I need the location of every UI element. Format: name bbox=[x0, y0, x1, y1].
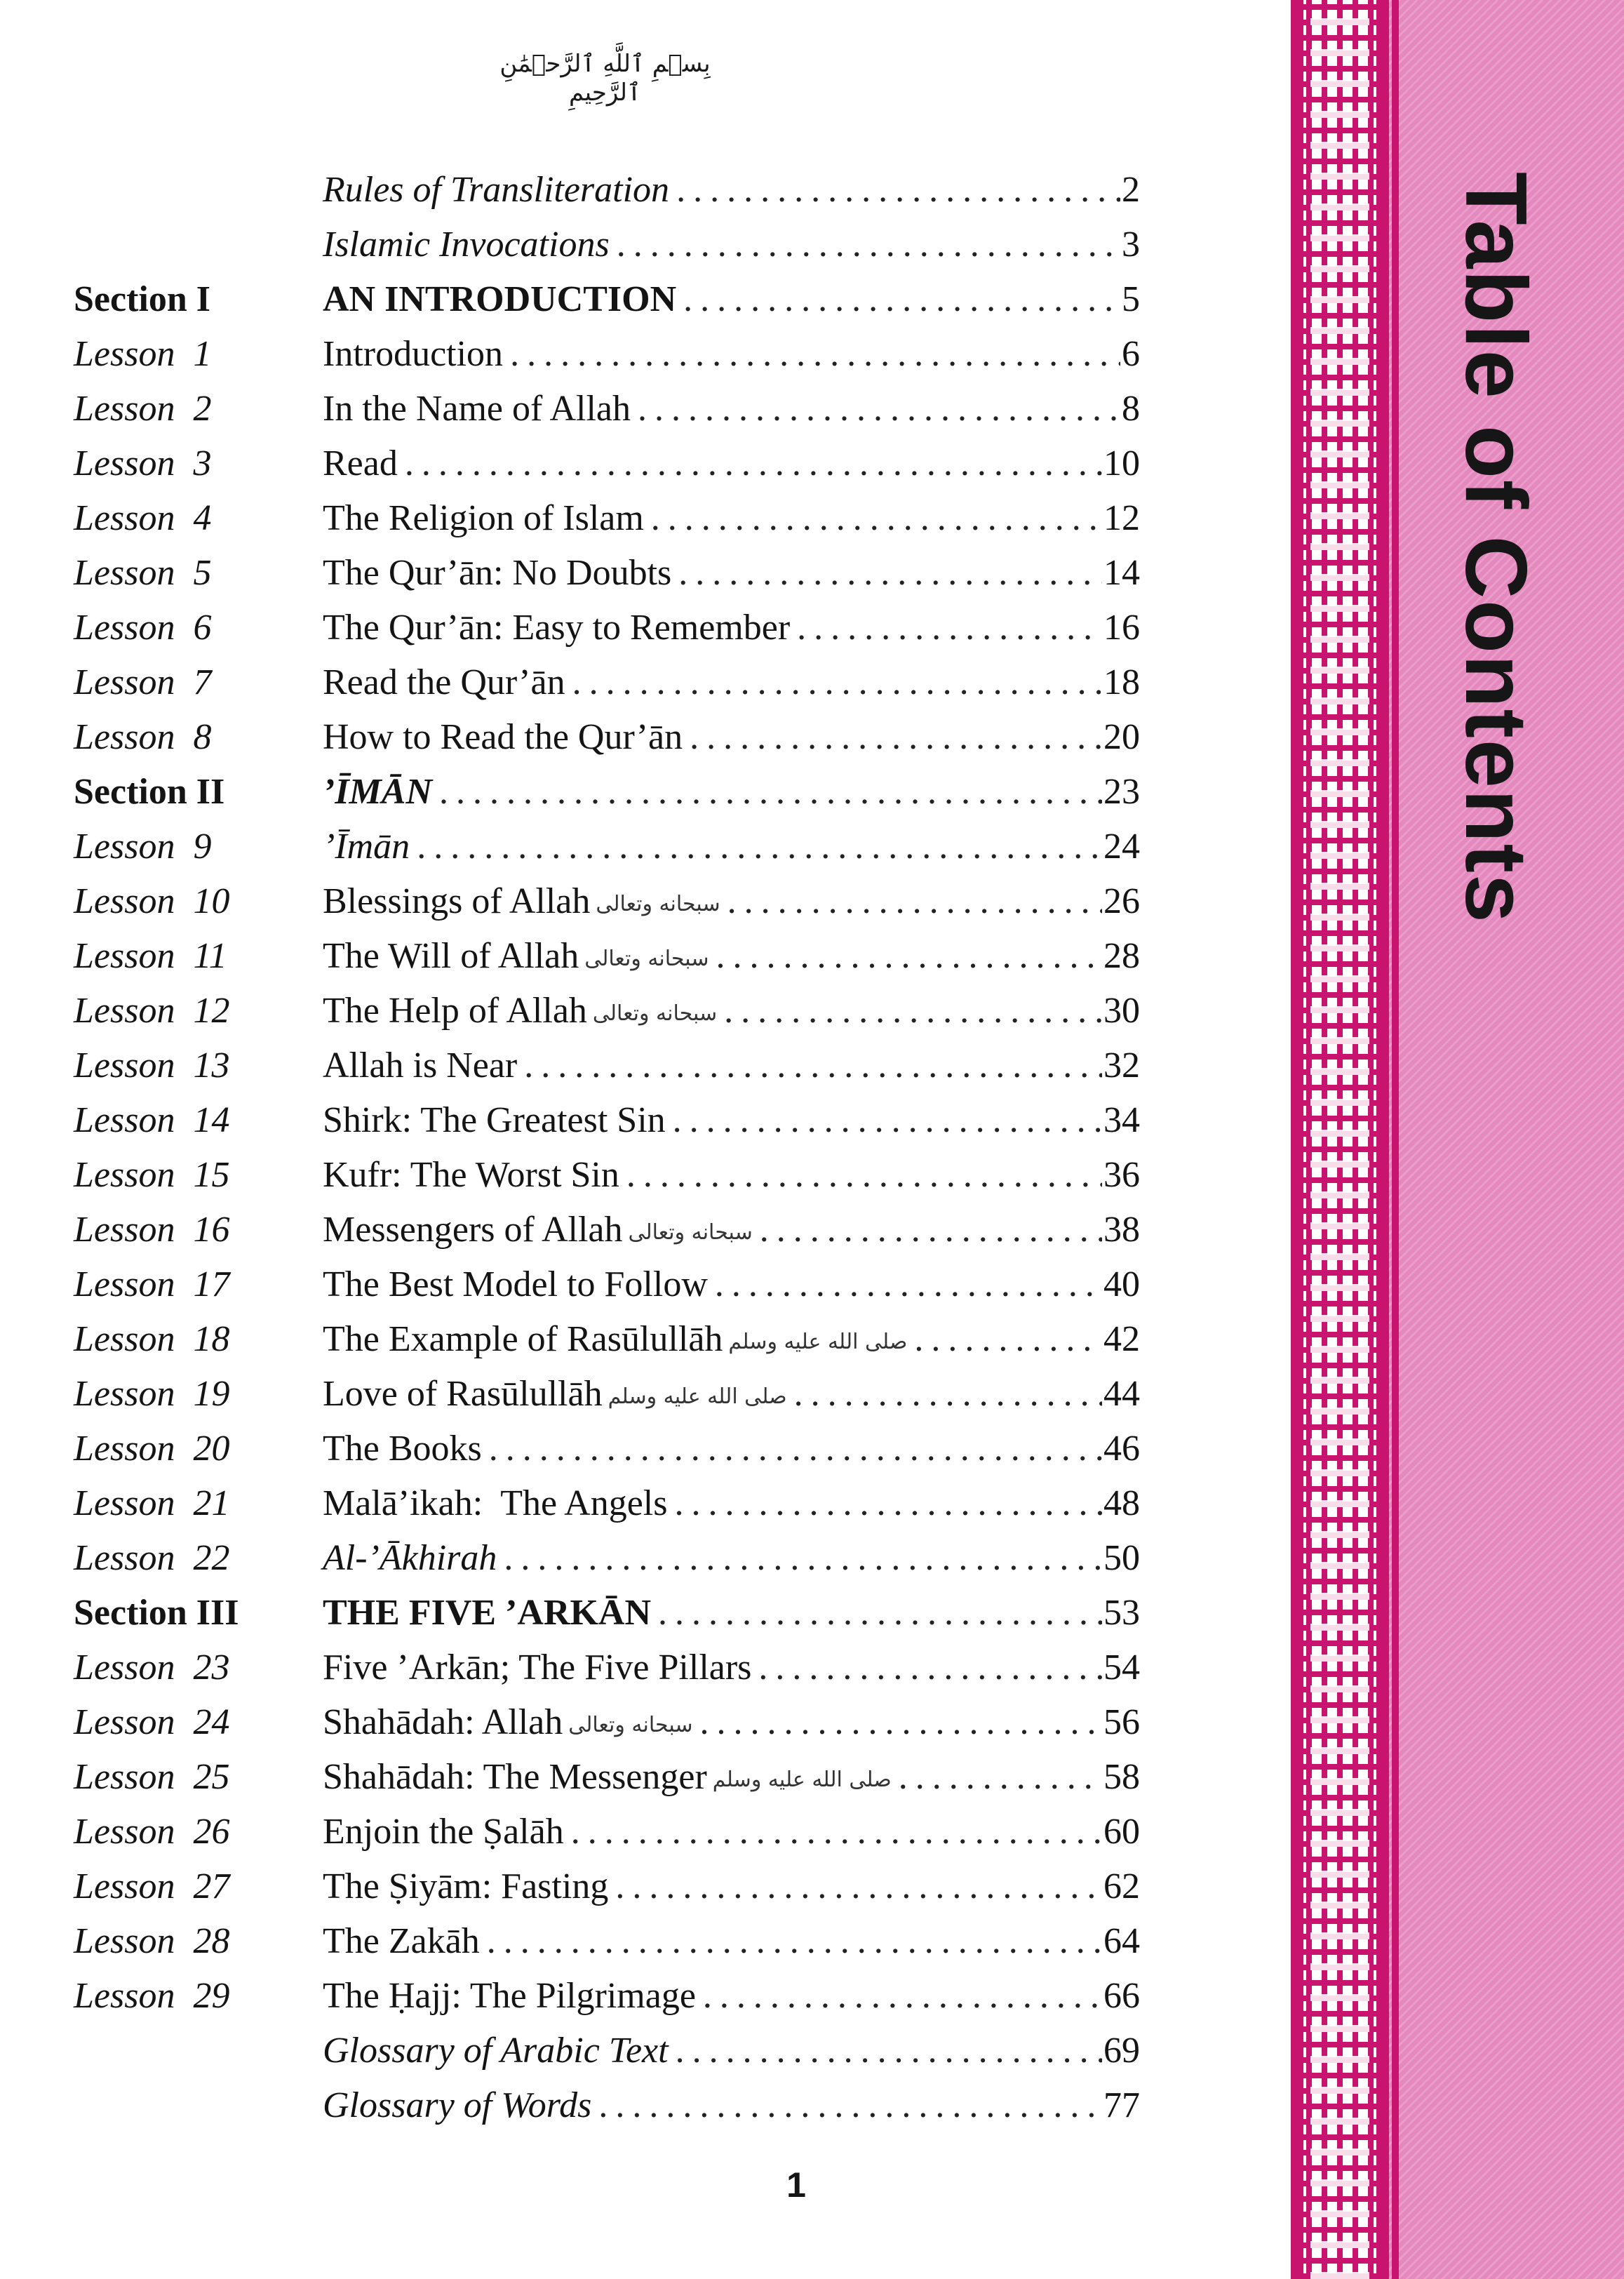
toc-entry[interactable] bbox=[323, 1969, 1140, 2024]
toc-entry-title bbox=[323, 382, 638, 436]
toc-row bbox=[74, 1750, 1140, 1805]
toc-entry-title-text: ’Īmān bbox=[323, 827, 410, 867]
toc-entry-title-text: Al-’Ākhirah bbox=[323, 1538, 497, 1578]
toc-entry-page: 42 bbox=[1103, 1319, 1140, 1359]
toc-row-label: Lesson 15 bbox=[74, 1155, 230, 1195]
toc-entry-title bbox=[323, 1148, 626, 1203]
toc-entry[interactable] bbox=[323, 710, 1140, 765]
toc-row bbox=[74, 984, 1140, 1038]
dot-leader bbox=[703, 1969, 1102, 2024]
dot-leader bbox=[626, 1148, 1102, 1203]
toc-entry-title-text: The Religion of Islam bbox=[323, 498, 644, 538]
toc-entry-title bbox=[323, 436, 405, 491]
dot-leader bbox=[914, 1312, 1102, 1370]
dot-leader bbox=[615, 1859, 1102, 1914]
dot-leader bbox=[439, 765, 1102, 820]
dot-leader bbox=[489, 1422, 1102, 1476]
toc-row-label: Lesson 2 bbox=[74, 389, 212, 429]
dot-leader bbox=[716, 929, 1102, 987]
toc-entry-page: 38 bbox=[1103, 1210, 1140, 1250]
toc-row bbox=[74, 1367, 1140, 1422]
toc-row-label: Lesson 5 bbox=[74, 553, 212, 593]
toc-row-label: Lesson 1 bbox=[74, 334, 212, 374]
toc-entry-title bbox=[323, 1367, 794, 1424]
basmala-header: بِسۡمِ ٱللَّهِ ٱلرَّحۡمَٰنِ ٱلرَّحِيمِ bbox=[499, 50, 711, 107]
toc-entry-title-text: Five ’Arkān; The Five Pillars bbox=[323, 1648, 752, 1687]
dot-leader bbox=[571, 1805, 1102, 1859]
dot-leader bbox=[715, 1257, 1102, 1312]
dot-leader bbox=[700, 1695, 1102, 1753]
toc-row bbox=[74, 272, 1140, 327]
toc-row-label: Lesson 23 bbox=[74, 1648, 230, 1687]
toc-entry-page: 12 bbox=[1103, 498, 1140, 538]
honorific-calligraphy: سبحانه وتعالى bbox=[592, 1001, 718, 1027]
toc-row bbox=[74, 1695, 1140, 1750]
toc-row-label: Lesson 3 bbox=[74, 443, 212, 483]
toc-row bbox=[74, 1203, 1140, 1257]
dot-leader bbox=[510, 327, 1120, 382]
toc-entry-page: 44 bbox=[1103, 1374, 1140, 1414]
toc-entry-title bbox=[323, 820, 417, 874]
toc-entry-title-text: The Help of Allah bbox=[323, 991, 587, 1031]
toc-row-label: Lesson 21 bbox=[74, 1483, 230, 1523]
toc-entry-title-text: Glossary of Words bbox=[323, 2085, 592, 2125]
toc-entry-title bbox=[323, 655, 572, 710]
toc-entry[interactable] bbox=[323, 765, 1140, 820]
toc-entry-title-text: The Ḥajj: The Pilgrimage bbox=[323, 1976, 696, 2016]
toc-row bbox=[74, 1531, 1140, 1586]
dot-leader bbox=[797, 601, 1102, 655]
toc-entry-title bbox=[323, 1203, 760, 1260]
toc-entry[interactable] bbox=[323, 1805, 1140, 1859]
toc-entry-page: 14 bbox=[1103, 553, 1140, 593]
side-title: Table of Contents bbox=[1447, 172, 1544, 924]
toc-entry-title-text: Shahādah: Allah bbox=[323, 1702, 563, 1742]
toc-row bbox=[74, 929, 1140, 984]
toc-row-label: Lesson 22 bbox=[74, 1538, 230, 1578]
toc-entry-title-text: The Will of Allah bbox=[323, 936, 579, 976]
toc-row-label: Lesson 28 bbox=[74, 1921, 230, 1961]
toc-entry[interactable] bbox=[323, 655, 1140, 710]
toc-entry-title-text: Rules of Transliteration bbox=[323, 170, 670, 210]
toc-entry-title-text: The Qur’ān: Easy to Remember bbox=[323, 608, 791, 648]
toc-row bbox=[74, 1257, 1140, 1312]
dot-leader bbox=[638, 382, 1120, 436]
toc-entry-title-text: Kufr: The Worst Sin bbox=[323, 1155, 619, 1195]
toc-entry-page: 20 bbox=[1103, 717, 1140, 757]
toc-row-label: Lesson 26 bbox=[74, 1812, 230, 1852]
toc-entry[interactable] bbox=[323, 1093, 1140, 1148]
dot-leader bbox=[598, 2078, 1102, 2133]
toc-entry-title bbox=[323, 1531, 504, 1586]
dot-leader bbox=[678, 546, 1102, 601]
toc-entry-title-text: In the Name of Allah bbox=[323, 389, 631, 429]
toc-row-label: Lesson 25 bbox=[74, 1757, 230, 1797]
honorific-calligraphy: سبحانه وتعالى bbox=[584, 947, 709, 972]
toc-entry-title bbox=[323, 2024, 676, 2078]
toc-entry-page: 24 bbox=[1103, 827, 1140, 867]
toc-entry-title-text: Glossary of Arabic Text bbox=[323, 2031, 669, 2071]
toc-entry-title bbox=[323, 1914, 487, 1969]
toc-entry-page: 36 bbox=[1103, 1155, 1140, 1195]
toc-row bbox=[74, 2024, 1140, 2078]
toc-entry[interactable] bbox=[323, 820, 1140, 874]
dot-leader bbox=[658, 1586, 1102, 1640]
toc-row bbox=[74, 1914, 1140, 1969]
toc-entry-title-text: Enjoin the Ṣalāh bbox=[323, 1812, 564, 1852]
toc-entry-title-text: Allah is Near bbox=[323, 1045, 518, 1085]
toc-entry[interactable] bbox=[323, 1203, 1140, 1260]
toc-entry-page: 56 bbox=[1103, 1702, 1140, 1742]
toc-entry[interactable] bbox=[323, 1531, 1140, 1586]
toc-entry[interactable] bbox=[323, 546, 1140, 601]
toc-row bbox=[74, 1422, 1140, 1476]
toc-entry-page: 54 bbox=[1103, 1648, 1140, 1687]
toc-row-label: Lesson 14 bbox=[74, 1100, 230, 1140]
toc-row-label: Lesson 19 bbox=[74, 1374, 230, 1414]
ornamental-border bbox=[1291, 0, 1389, 2279]
toc-entry-title bbox=[323, 327, 510, 382]
dot-leader bbox=[673, 1093, 1102, 1148]
toc-entry-page: 60 bbox=[1103, 1812, 1140, 1852]
dot-leader bbox=[417, 820, 1102, 874]
toc-row-label: Lesson 13 bbox=[74, 1045, 230, 1085]
toc-entry-title bbox=[323, 1038, 524, 1093]
honorific-calligraphy: سبحانه وتعالى bbox=[568, 1713, 693, 1738]
toc-entry-title bbox=[323, 874, 727, 932]
border-divider-line bbox=[1392, 0, 1399, 2279]
toc-entry-title-text: THE FIVE ’ARKĀN bbox=[323, 1593, 652, 1633]
dot-leader bbox=[727, 874, 1102, 932]
toc-entry[interactable] bbox=[323, 163, 1140, 218]
toc-entry[interactable] bbox=[323, 1422, 1140, 1476]
dot-leader bbox=[617, 218, 1120, 272]
toc-entry-page: 40 bbox=[1103, 1264, 1140, 1304]
toc-row-label: Lesson 24 bbox=[74, 1702, 230, 1742]
toc-entry-title-text: Malā’ikah: The Angels bbox=[323, 1483, 668, 1523]
toc-row-label: Lesson 12 bbox=[74, 991, 230, 1031]
toc-entry[interactable] bbox=[323, 1695, 1140, 1753]
toc-entry-title bbox=[323, 163, 676, 218]
toc-entry-title-text: Introduction bbox=[323, 334, 504, 374]
toc-row-label: Lesson 17 bbox=[74, 1264, 230, 1304]
toc-entry-page: 53 bbox=[1103, 1593, 1140, 1633]
toc-entry[interactable] bbox=[323, 436, 1140, 491]
toc-entry-page: 26 bbox=[1103, 881, 1140, 921]
toc-row bbox=[74, 1805, 1140, 1859]
toc-entry-page: 5 bbox=[1122, 279, 1140, 319]
dot-leader bbox=[760, 1203, 1102, 1260]
toc-entry-title-text: Love of Rasūlullāh bbox=[323, 1374, 603, 1414]
dot-leader bbox=[676, 2024, 1102, 2078]
toc-entry-title-text: Read the Qur’ān bbox=[323, 662, 565, 702]
toc-row bbox=[74, 820, 1140, 874]
toc-entry-title bbox=[323, 1586, 658, 1640]
toc-row-label: Lesson 27 bbox=[74, 1866, 230, 1906]
toc-row bbox=[74, 1586, 1140, 1640]
toc-entry-title-text: Blessings of Allah bbox=[323, 881, 591, 921]
toc-entry-page: 32 bbox=[1103, 1045, 1140, 1085]
toc-entry-title-text: How to Read the Qur’ān bbox=[323, 717, 683, 757]
dot-leader bbox=[899, 1750, 1102, 1807]
toc-row-label: Lesson 16 bbox=[74, 1210, 230, 1250]
toc-entry[interactable] bbox=[323, 1257, 1140, 1312]
toc-row-label: Lesson 18 bbox=[74, 1319, 230, 1359]
toc-row-label: Lesson 29 bbox=[74, 1976, 230, 2016]
toc-row bbox=[74, 1969, 1140, 2024]
toc-entry-page: 62 bbox=[1103, 1866, 1140, 1906]
toc-entry-title bbox=[323, 1257, 715, 1312]
toc-entry-page: 2 bbox=[1122, 170, 1140, 210]
toc-row-label: Lesson 8 bbox=[74, 717, 212, 757]
toc-entry-page: 46 bbox=[1103, 1429, 1140, 1469]
toc-entry[interactable] bbox=[323, 1148, 1140, 1203]
toc-entry-title-text: The Zakāh bbox=[323, 1921, 480, 1961]
toc-row-label: Lesson 10 bbox=[74, 881, 230, 921]
toc-entry[interactable] bbox=[323, 929, 1140, 987]
toc-entry-title bbox=[323, 1312, 914, 1370]
toc-row bbox=[74, 765, 1140, 820]
dot-leader bbox=[405, 436, 1102, 491]
toc-entry[interactable] bbox=[323, 382, 1140, 436]
toc-row bbox=[74, 874, 1140, 929]
toc-entry[interactable] bbox=[323, 1914, 1140, 1969]
dot-leader bbox=[651, 491, 1102, 546]
toc-entry-title-text: ’ĪMĀN bbox=[323, 772, 433, 812]
toc-row bbox=[74, 655, 1140, 710]
toc-row bbox=[74, 1093, 1140, 1148]
toc-entry-title bbox=[323, 710, 690, 765]
toc-entry-page: 16 bbox=[1103, 608, 1140, 648]
toc-row-label: Section II bbox=[74, 772, 225, 812]
toc-row-label: Section III bbox=[74, 1593, 239, 1633]
toc-entry-title bbox=[323, 1750, 899, 1807]
toc-entry[interactable] bbox=[323, 2024, 1140, 2078]
toc-entry-title bbox=[323, 1093, 673, 1148]
toc-entry-title bbox=[323, 929, 716, 987]
toc-row bbox=[74, 327, 1140, 382]
toc-entry-title-text: Shahādah: The Messenger bbox=[323, 1757, 707, 1797]
toc-entry-page: 58 bbox=[1103, 1757, 1140, 1797]
toc-entry-title bbox=[323, 1859, 615, 1914]
toc-entry[interactable] bbox=[323, 1750, 1140, 1807]
toc-entry-title bbox=[323, 765, 439, 820]
dot-leader bbox=[572, 655, 1102, 710]
toc-entry-title-text: Islamic Invocations bbox=[323, 225, 610, 265]
toc-entry-title-text: The Best Model to Follow bbox=[323, 1264, 708, 1304]
dot-leader bbox=[758, 1640, 1102, 1695]
toc-entry-title-text: Read bbox=[323, 443, 398, 483]
toc-entry-page: 66 bbox=[1103, 1976, 1140, 2016]
toc-row bbox=[74, 382, 1140, 436]
dot-leader bbox=[724, 984, 1102, 1041]
toc-row-label: Lesson 6 bbox=[74, 608, 212, 648]
toc-entry[interactable] bbox=[323, 2078, 1140, 2133]
dot-leader bbox=[487, 1914, 1102, 1969]
toc-row-label: Lesson 7 bbox=[74, 662, 212, 702]
honorific-calligraphy: سبحانه وتعالى bbox=[596, 892, 720, 917]
table-of-contents bbox=[74, 163, 1140, 2133]
page-number: 1 bbox=[786, 2165, 806, 2205]
toc-entry-title bbox=[323, 984, 724, 1041]
toc-entry-title-text: AN INTRODUCTION bbox=[323, 279, 677, 319]
dot-leader bbox=[675, 1476, 1103, 1531]
toc-entry-page: 18 bbox=[1103, 662, 1140, 702]
dot-leader bbox=[794, 1367, 1102, 1424]
honorific-calligraphy: سبحانه وتعالى bbox=[628, 1220, 753, 1245]
toc-entry-title bbox=[323, 2078, 598, 2133]
dot-leader bbox=[683, 272, 1120, 327]
toc-entry[interactable] bbox=[323, 1312, 1140, 1370]
toc-row bbox=[74, 1312, 1140, 1367]
toc-entry[interactable] bbox=[323, 272, 1140, 327]
toc-entry-title bbox=[323, 272, 683, 327]
honorific-calligraphy: صلى الله عليه وسلم bbox=[712, 1767, 892, 1793]
toc-entry-title-text: The Ṣiyām: Fasting bbox=[323, 1866, 609, 1906]
toc-entry-title-text: The Example of Rasūlullāh bbox=[323, 1319, 723, 1359]
toc-entry[interactable] bbox=[323, 1640, 1140, 1695]
toc-row bbox=[74, 2078, 1140, 2133]
toc-entry[interactable] bbox=[323, 1859, 1140, 1914]
dot-leader bbox=[524, 1038, 1102, 1093]
toc-entry-title bbox=[323, 1695, 700, 1753]
toc-entry-title-text: The Books bbox=[323, 1429, 482, 1469]
toc-entry-title bbox=[323, 218, 617, 272]
toc-entry-title bbox=[323, 1422, 489, 1476]
toc-row bbox=[74, 1038, 1140, 1093]
toc-entry[interactable] bbox=[323, 874, 1140, 932]
toc-row-label: Section I bbox=[74, 279, 210, 319]
toc-entry-title-text: The Qur’ān: No Doubts bbox=[323, 553, 672, 593]
toc-row bbox=[74, 1476, 1140, 1531]
honorific-calligraphy: صلى الله عليه وسلم bbox=[728, 1330, 908, 1355]
toc-entry[interactable] bbox=[323, 1586, 1140, 1640]
toc-entry-title bbox=[323, 546, 678, 601]
toc-entry-page: 50 bbox=[1103, 1538, 1140, 1578]
toc-row bbox=[74, 1640, 1140, 1695]
toc-entry-page: 77 bbox=[1103, 2085, 1140, 2125]
toc-entry-page: 69 bbox=[1103, 2031, 1140, 2071]
toc-entry-page: 48 bbox=[1103, 1483, 1140, 1523]
toc-entry-title bbox=[323, 1640, 758, 1695]
toc-entry-title bbox=[323, 491, 651, 546]
toc-row bbox=[74, 436, 1140, 491]
toc-entry-page: 64 bbox=[1103, 1921, 1140, 1961]
toc-entry-page: 30 bbox=[1103, 991, 1140, 1031]
toc-row bbox=[74, 710, 1140, 765]
toc-entry-page: 10 bbox=[1103, 443, 1140, 483]
toc-entry-page: 23 bbox=[1103, 772, 1140, 812]
toc-entry[interactable] bbox=[323, 1476, 1140, 1531]
toc-row bbox=[74, 1148, 1140, 1203]
toc-entry[interactable] bbox=[323, 601, 1140, 655]
toc-entry[interactable] bbox=[323, 984, 1140, 1041]
toc-entry[interactable] bbox=[323, 491, 1140, 546]
toc-entry-page: 3 bbox=[1122, 225, 1140, 265]
toc-row bbox=[74, 218, 1140, 272]
toc-entry-title bbox=[323, 1969, 703, 2024]
toc-row-label: Lesson 20 bbox=[74, 1429, 230, 1469]
dot-leader bbox=[690, 710, 1102, 765]
toc-row bbox=[74, 1859, 1140, 1914]
honorific-calligraphy: صلى الله عليه وسلم bbox=[608, 1384, 787, 1410]
toc-row bbox=[74, 546, 1140, 601]
toc-entry-title bbox=[323, 1476, 675, 1531]
toc-entry[interactable] bbox=[323, 1038, 1140, 1093]
toc-entry-title bbox=[323, 601, 797, 655]
dot-leader bbox=[676, 163, 1120, 218]
dot-leader bbox=[504, 1531, 1102, 1586]
toc-row bbox=[74, 601, 1140, 655]
toc-entry-page: 8 bbox=[1122, 389, 1140, 429]
toc-row-label: Lesson 4 bbox=[74, 498, 212, 538]
toc-entry-title bbox=[323, 1805, 571, 1859]
toc-entry[interactable] bbox=[323, 218, 1140, 272]
toc-row bbox=[74, 491, 1140, 546]
toc-entry-page: 28 bbox=[1103, 936, 1140, 976]
toc-row bbox=[74, 163, 1140, 218]
toc-row-label: Lesson 11 bbox=[74, 936, 227, 976]
toc-entry[interactable] bbox=[323, 1367, 1140, 1424]
toc-row-label: Lesson 9 bbox=[74, 827, 212, 867]
toc-entry-title-text: Messengers of Allah bbox=[323, 1210, 623, 1250]
toc-entry-title-text: Shirk: The Greatest Sin bbox=[323, 1100, 666, 1140]
toc-entry-page: 34 bbox=[1103, 1100, 1140, 1140]
toc-entry[interactable] bbox=[323, 327, 1140, 382]
toc-entry-page: 6 bbox=[1122, 334, 1140, 374]
